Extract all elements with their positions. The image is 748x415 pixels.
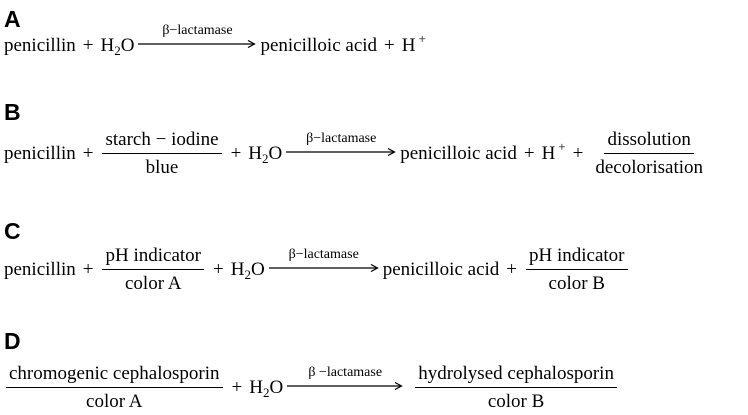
plus-sign: + [82,35,94,56]
indicator-reagent: pH indicator [102,245,204,270]
panel-label-b: B [4,99,21,125]
product-penicilloic-acid: penicilloic acid [260,35,378,56]
result-state: decolorisation [595,156,703,178]
panel-label-d: D [4,328,21,354]
reaction-arrow [269,248,379,272]
equation-c [4,245,630,295]
proton-charge: + [418,31,426,46]
substrate-penicillin: penicillin [4,142,76,164]
result-color: color B [487,390,545,412]
plus-sign: + [523,142,535,164]
result-fraction [526,245,628,295]
product-penicilloic-acid: penicilloic acid [382,258,500,280]
water-molecule [248,143,282,165]
result-change: dissolution [604,129,693,154]
proton-h: H [401,35,416,56]
equation-d [4,363,619,413]
proton [401,31,426,57]
enzyme-label: β−lactamase [288,246,359,262]
indicator-state: blue [145,156,179,178]
enzyme-label: β−lactamase [162,23,233,38]
water-molecule [231,259,265,281]
substrate-penicillin: penicillin [4,35,76,56]
water-o: O [268,142,283,164]
equation-a [4,23,426,58]
water-h: H [230,258,245,280]
panel-label-a: A [4,6,21,32]
plus-sign: + [572,142,584,164]
product-penicilloic-acid: penicilloic acid [400,142,517,164]
plus-sign: + [506,258,517,280]
plus-sign: + [82,258,94,280]
plus-sign: + [82,142,94,164]
proton [541,138,566,165]
result-hydrolysed-cephalosporin: hydrolysed cephalosporin [415,363,617,388]
plus-sign: + [230,142,242,164]
plus-sign: + [213,258,224,280]
substrate-fraction [6,363,223,413]
plus-sign: + [231,376,243,398]
enzyme-label: β −lactamase [308,364,383,380]
water-o: O [269,376,284,398]
panel-label-c: C [4,218,21,244]
water-subscript: 2 [262,384,270,400]
water-o: O [120,35,135,56]
arrow-icon [269,264,379,272]
substrate-color: color A [86,390,143,412]
equation-b [4,129,708,179]
result-fraction [415,363,617,413]
water-subscript: 2 [244,266,251,282]
arrow-icon [286,148,396,156]
reaction-arrow [287,366,403,390]
water-h: H [249,376,263,398]
substrate-chromogenic-cephalosporin: chromogenic cephalosporin [6,363,223,388]
result-reagent: pH indicator [526,245,628,270]
result-fraction [592,129,706,179]
plus-sign: + [384,35,395,56]
arrow-icon [287,382,403,390]
water-subscript: 2 [262,150,269,166]
water-molecule [100,35,134,57]
enzyme-label: β−lactamase [306,130,377,146]
water-h: H [248,142,263,164]
proton-charge: + [558,138,566,154]
reaction-arrow [138,24,256,48]
proton-h: H [541,142,556,164]
water-h: H [100,35,115,56]
substrate-penicillin: penicillin [4,258,76,280]
arrow-icon [138,40,256,48]
water-subscript: 2 [114,43,121,58]
reaction-arrow [286,132,396,156]
indicator-fraction [102,129,221,179]
water-molecule [249,377,283,399]
result-color: color B [548,272,605,294]
indicator-color: color A [125,272,182,294]
water-o: O [250,258,265,280]
indicator-fraction [102,245,204,295]
indicator-reagent: starch − iodine [102,129,221,154]
